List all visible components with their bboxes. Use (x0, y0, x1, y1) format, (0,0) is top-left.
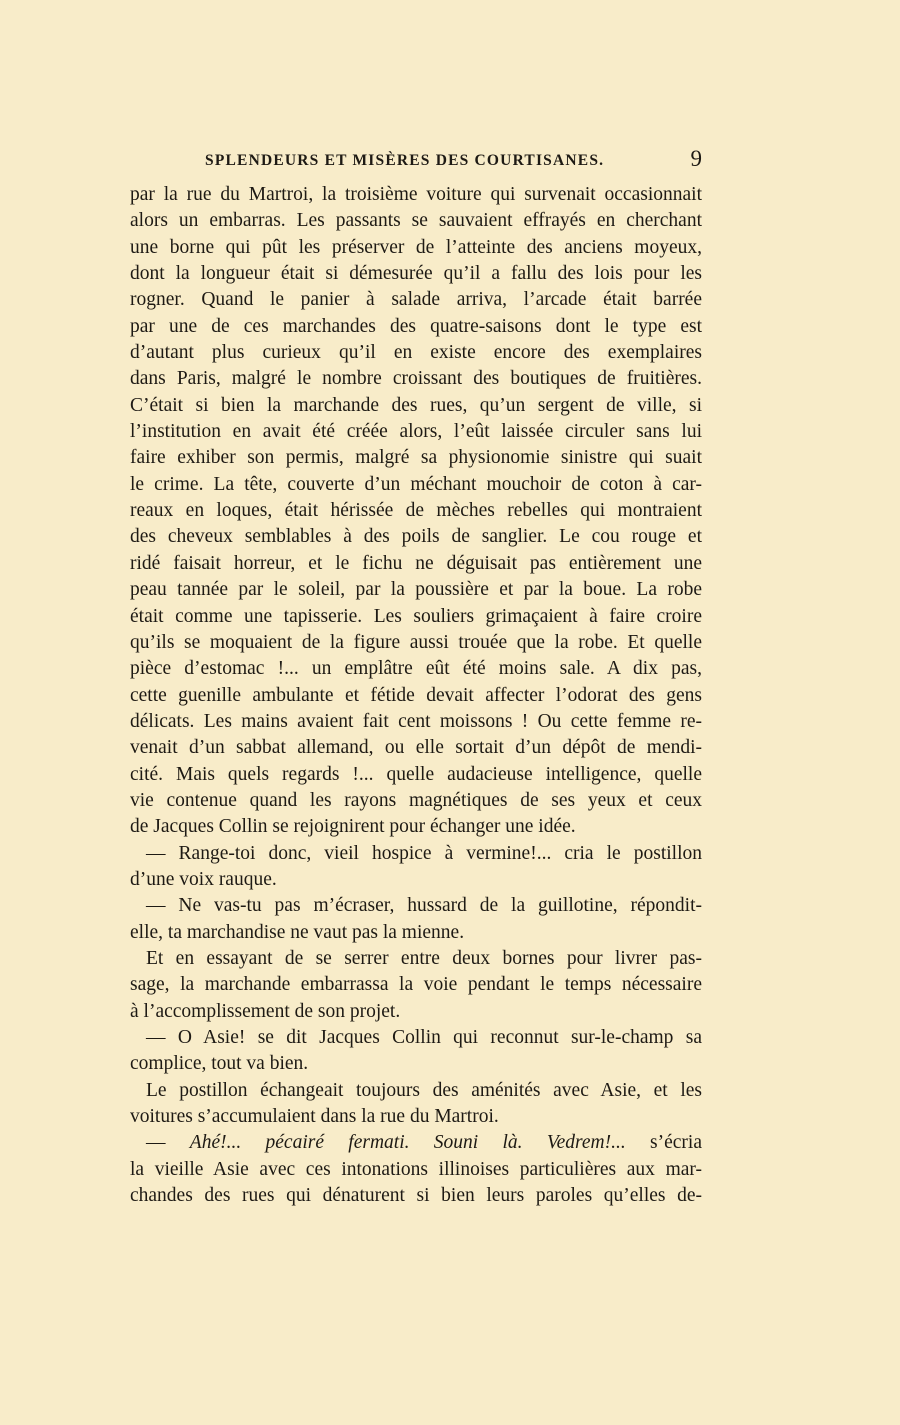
running-header (130, 146, 702, 176)
text-line: des cheveux semblables à des poils de sanglier. Le cou rouge et (130, 526, 702, 548)
text-line: faire exhiber son permis, malgré sa physionomie sinistre qui suait (130, 447, 702, 469)
page-number: 9 (690, 146, 702, 171)
text-line: reaux en loques, était hérissée de mèches rebelles qui montraient (130, 500, 702, 522)
text-line: à l’accomplissement de son projet. (130, 1000, 401, 1022)
text-line: d’autant plus curieux qu’il en existe encore des exemplaires (130, 342, 702, 364)
text-line (130, 1130, 702, 1156)
text-line: vie contenue quand les rayons magnétiques de ses yeux et ceux (130, 789, 702, 811)
text-line: — O Asie! se dit Jacques Collin qui reconnut sur-le-champ sa (146, 1027, 702, 1048)
text-line: dont la longueur était si démesurée qu’il a fallu des lois pour les (130, 263, 702, 285)
text-line: Et en essayant de se serrer entre deux bornes pour livrer pas- (146, 947, 702, 969)
text-line: ridé faisait horreur, et le fichu ne déguisait pas entièrement une (130, 552, 702, 574)
text-line: Le postillon échangeait toujours des aménités avec Asie, et les (146, 1079, 702, 1101)
text-line: sage, la marchande embarrassa la voie pendant le temps nécessaire (130, 974, 702, 996)
text-line: rogner. Quand le panier à salade arriva, l’arcade était barrée (130, 289, 702, 311)
text-line: C’était si bien la marchande des rues, qu’un sergent de ville, si (130, 394, 702, 416)
text-line: qu’ils se moquaient de la figure aussi trouée que la robe. Et quelle (130, 631, 702, 653)
text-line: le crime. La tête, couverte d’un méchant mouchoir de coton à car- (130, 473, 702, 495)
text-line: délicats. Les mains avaient fait cent moissons ! Ou cette femme re- (130, 710, 702, 732)
text-line: la vieille Asie avec ces intonations illinoises particulières aux mar- (130, 1158, 702, 1180)
text-line: dans Paris, malgré le nombre croissant des boutiques de fruitières. (130, 368, 702, 390)
text-run: s’écria (625, 1132, 702, 1154)
text-line: l’institution en avait été créée alors, l’eût laissée circuler sans lui (130, 421, 702, 443)
text-line: elle, ta marchandise ne vaut pas la mienne. (130, 921, 465, 943)
text-line: — Ne vas-tu pas m’écraser, hussard de la guillotine, répondit- (146, 895, 702, 917)
text-line: par la rue du Martroi, la troisième voiture qui survenait occasionnait (130, 184, 702, 205)
text-line: complice, tout va bien. (130, 1053, 309, 1075)
text-line: pièce d’estomac !... un emplâtre eût été moins sale. A dix pas, (130, 658, 702, 680)
text-line: peau tannée par le soleil, par la poussière et par la boue. La robe (130, 579, 702, 601)
dash: — (146, 1132, 190, 1154)
text-line: était comme une tapisserie. Les souliers grimaçaient à faire croire (130, 605, 702, 627)
text-line: cette guenille ambulante et fétide devait affecter l’odorat des gens (130, 684, 702, 706)
text-line: une borne qui pût les préserver de l’atteinte des anciens moyeux, (130, 236, 702, 258)
body-text (130, 182, 702, 1209)
italic-dialogue: Ahé!... pécairé fermati. Souni là. Vedrem!... (189, 1132, 626, 1154)
text-line: — Range-toi donc, vieil hospice à vermine!... cria le postillon (146, 842, 702, 864)
text-line: voitures s’accumulaient dans la rue du Martroi. (130, 1106, 499, 1128)
text-line: par une de ces marchandes des quatre-saisons dont le type est (130, 315, 702, 337)
text-line: alors un embarras. Les passants se sauvaient effrayés en cherchant (130, 210, 702, 232)
running-title: SPLENDEURS ET MISÈRES DES COURTISANES. (205, 152, 605, 169)
text-line: d’une voix rauque. (130, 868, 277, 890)
text-line: de Jacques Collin se rejoignirent pour échanger une idée. (130, 816, 576, 838)
text-line: cité. Mais quels regards !... quelle audacieuse intelligence, quelle (130, 763, 702, 785)
text-line: venait d’un sabbat allemand, ou elle sortait d’un dépôt de mendi- (130, 737, 702, 759)
text-line: chandes des rues qui dénaturent si bien leurs paroles qu’elles de- (130, 1185, 702, 1207)
